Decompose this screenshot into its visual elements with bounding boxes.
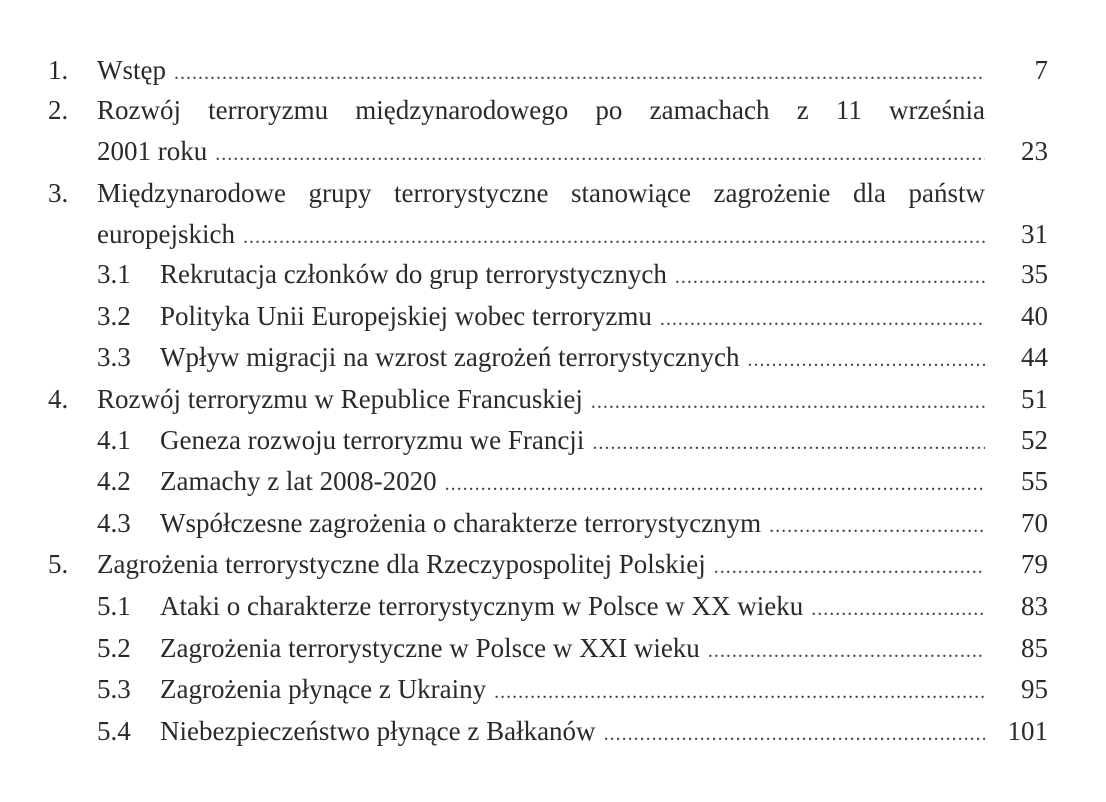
toc-entry-2[interactable] <box>0 92 1106 128</box>
toc-entry-title: Międzynarodowe grupy terrorystyczne stanowiące zagrożenie dla państw <box>97 178 985 208</box>
dot-leader <box>748 342 985 378</box>
toc-entry-title: Geneza rozwoju terroryzmu we Francji <box>160 425 585 455</box>
toc-entry-title: Współczesne zagrożenia o charakterze terrorystycznym <box>160 508 762 538</box>
dot-leader <box>708 633 985 669</box>
toc-entry-title: Wpływ migracji na wzrost zagrożeń terrorystycznych <box>160 342 740 372</box>
toc-entry-number: 5.1 <box>97 591 131 621</box>
toc-entry-title: Rozwój terroryzmu w Republice Francuskiej <box>97 384 583 414</box>
toc-entry-page: 31 <box>1021 219 1048 249</box>
dot-leader <box>811 591 985 627</box>
dot-leader <box>494 674 985 710</box>
toc-entry-title: Zagrożenia płynące z Ukrainy <box>160 674 487 704</box>
dot-leader <box>604 716 985 752</box>
toc-entry-5-4[interactable] <box>0 713 1106 749</box>
toc-entry-page: 52 <box>1021 425 1048 455</box>
toc-entry-page: 83 <box>1021 591 1048 621</box>
toc-entry-number: 4.1 <box>97 425 131 455</box>
toc-entry-4-3[interactable] <box>0 505 1106 541</box>
toc-entry-3-2[interactable] <box>0 298 1106 334</box>
toc-entry-3-3[interactable] <box>0 339 1106 375</box>
toc-entry-number: 3. <box>48 178 69 208</box>
toc-entry-title-continuation: 2001 roku <box>97 136 208 166</box>
toc-entry-page: 44 <box>1021 342 1048 372</box>
toc-entry-title: Rekrutacja członków do grup terrorystycznych <box>160 259 667 289</box>
toc-entry-3-1[interactable] <box>0 256 1106 292</box>
toc-entry-page: 79 <box>1021 549 1048 579</box>
toc-entry-5[interactable] <box>0 546 1106 582</box>
toc-entry-number: 5. <box>48 549 69 579</box>
toc-entry-number: 3.3 <box>97 342 131 372</box>
toc-entry-title-continuation: europejskich <box>97 219 235 249</box>
toc-entry-number: 1. <box>48 55 69 85</box>
toc-entry-4[interactable] <box>0 381 1106 417</box>
dot-leader <box>215 136 985 172</box>
dot-leader <box>592 425 985 461</box>
toc-entry-page: 85 <box>1021 633 1048 663</box>
toc-entry-title: Niebezpieczeństwo płynące z Bałkanów <box>160 716 596 746</box>
toc-entry-5-2[interactable] <box>0 630 1106 666</box>
toc-entry-title: Polityka Unii Europejskiej wobec terroryzmu <box>160 301 652 331</box>
toc-entry-number: 2. <box>48 95 69 125</box>
toc-entry-number: 3.2 <box>97 301 131 331</box>
dot-leader <box>591 384 985 420</box>
toc-entry-number: 3.1 <box>97 259 131 289</box>
toc-entry-4-2[interactable] <box>0 463 1106 499</box>
toc-entry-page: 101 <box>1007 716 1048 746</box>
dot-leader <box>769 508 985 544</box>
toc-entry-number: 4. <box>48 384 69 414</box>
toc-entry-page: 7 <box>1034 55 1048 85</box>
dot-leader <box>675 259 985 295</box>
toc-entry-page: 23 <box>1021 136 1048 166</box>
dot-leader <box>714 549 985 585</box>
toc-entry-number: 4.3 <box>97 508 131 538</box>
toc-entry-page: 55 <box>1021 466 1048 496</box>
toc-entry-page: 35 <box>1021 259 1048 289</box>
toc-entry-5-1[interactable] <box>0 588 1106 624</box>
toc-entry-number: 5.3 <box>97 674 131 704</box>
toc-entry-title: Zamachy z lat 2008-2020 <box>160 466 437 496</box>
toc-entry-title: Ataki o charakterze terrorystycznym w Polsce w XX wieku <box>160 591 804 621</box>
toc-entry-page: 40 <box>1021 301 1048 331</box>
toc-entry-title: Rozwój terroryzmu międzynarodowego po zamachach z 11 września <box>97 95 985 125</box>
toc-entry-1[interactable] <box>0 52 1106 88</box>
toc-entry-page: 95 <box>1021 674 1048 704</box>
toc-entry-number: 4.2 <box>97 466 131 496</box>
toc-entry-number: 5.2 <box>97 633 131 663</box>
dot-leader <box>660 301 985 337</box>
toc-entry-3[interactable] <box>0 175 1106 211</box>
dot-leader <box>174 55 985 91</box>
toc-entry-number: 5.4 <box>97 716 131 746</box>
dot-leader <box>445 466 985 502</box>
dot-leader <box>243 219 985 255</box>
toc-entry-3-continuation[interactable] <box>0 216 1106 252</box>
toc-entry-title: Zagrożenia terrorystyczne w Polsce w XXI wieku <box>160 633 700 663</box>
toc-entry-title: Zagrożenia terrorystyczne dla Rzeczypospolitej Polskiej <box>97 549 706 579</box>
toc-entry-page: 51 <box>1021 384 1048 414</box>
toc-entry-4-1[interactable] <box>0 422 1106 458</box>
toc-entry-title: Wstęp <box>97 55 166 85</box>
toc-entry-page: 70 <box>1021 508 1048 538</box>
toc-entry-5-3[interactable] <box>0 671 1106 707</box>
toc-entry-2-continuation[interactable] <box>0 133 1106 169</box>
